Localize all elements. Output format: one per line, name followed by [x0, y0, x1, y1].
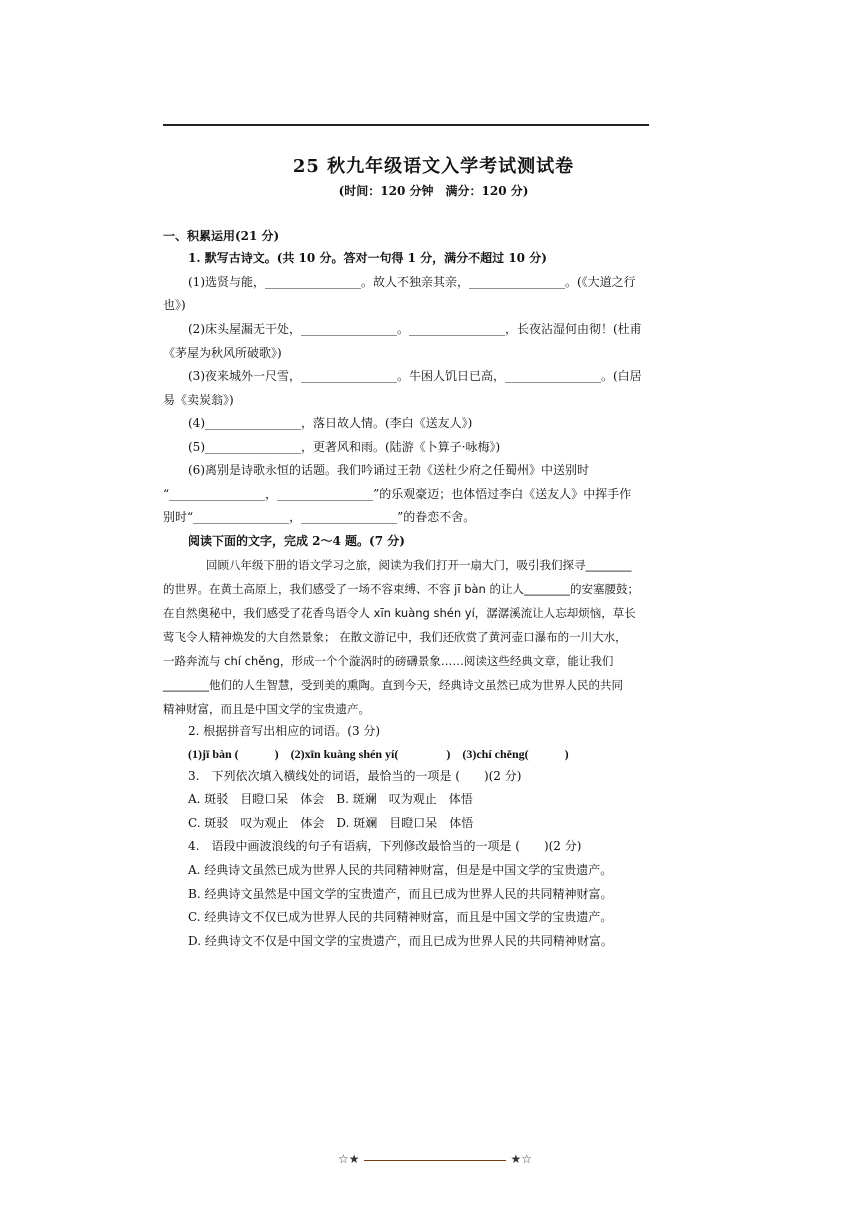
question-1-item-6: (6)离别是诗歌永恒的话题。我们吟诵过王勃《送杜少府之任蜀州》中送别时	[188, 463, 590, 477]
footer-rule	[364, 1160, 506, 1161]
question-1-item-6-line-3: 别时“________________，________________”的眷恋不舍。	[163, 510, 476, 524]
question-4-option-b: B. 经典诗文虽然是中国文学的宝贵遗产，而且已成为世界人民的共同精神财富。	[188, 887, 613, 901]
question-4-prompt: 4. 语段中画波浪线的句子有语病，下列修改最恰当的一项是 ( )(2 分)	[188, 839, 582, 853]
question-3-options-row-1: A. 斑驳 目瞪口呆 体会 B. 斑斓 叹为观止 体悟	[188, 792, 473, 806]
question-1-item-6-line-2: “________________，________________”的乐观豪迈；也体悟过李白《送友人》中挥手作	[163, 487, 632, 501]
question-1-item-2-cont: 《茅屋为秋风所破歌》)	[163, 346, 282, 360]
passage-line: 精神财富，而且是中国文学的宝贵遗产。	[163, 702, 370, 716]
question-3-options-row-2: C. 斑驳 叹为观止 体会 D. 斑斓 目瞪口呆 体悟	[188, 816, 474, 830]
reading-intro: 阅读下面的文字，完成 2～4 题。(7 分)	[188, 534, 405, 548]
question-1-item-1-cont: 也》)	[163, 298, 186, 312]
star-icon: ★☆	[510, 1152, 532, 1166]
question-1-item-4: (4)________________，落日故人情。(李白《送友人》)	[188, 416, 473, 430]
question-1-item-1: (1)选贤与能，________________。故人不独亲其亲，________________。(《大道之行	[188, 275, 636, 289]
question-3-prompt: 3. 下列依次填入横线处的词语，最恰当的一项是 ( )(2 分)	[188, 769, 522, 783]
exam-time-info: (时间：120 分钟 满分：120 分)	[338, 184, 529, 198]
page-title: 25 秋九年级语文入学考试测试卷	[292, 156, 575, 177]
passage-line: 一路奔流与 chí chěng，形成一个个漩涡时的磅礴景象……阅读这些经典文章，能让我们	[163, 654, 614, 668]
top-rule	[163, 124, 649, 126]
passage-line: 的世界。在黄土高原上，我们感受了一场不容束缚、不容 jī bàn 的让人________的安塞腰鼓；	[163, 582, 639, 596]
star-icon: ☆★	[338, 1152, 360, 1166]
question-1-item-2: (2)床头屋漏无干处，________________。________________，长夜沾湿何由彻！(杜甫	[188, 322, 642, 336]
question-2-prompt: 2. 根据拼音写出相应的词语。(3 分)	[188, 724, 381, 738]
question-1-item-3-cont: 易《卖炭翁》)	[163, 393, 234, 407]
question-4-option-a: A. 经典诗文虽然已成为世界人民的共同精神财富，但是是中国文学的宝贵遗产。	[188, 863, 613, 877]
footer-ornament	[338, 1152, 532, 1168]
question-2-items: (1)jī bàn ( ) (2)xīn kuàng shén yí( ) (3)chí chěng( )	[188, 747, 569, 761]
question-1-item-5: (5)________________，更著风和雨。(陆游《卜算子·咏梅》)	[188, 440, 501, 454]
passage-line: ________他们的人生智慧，受到美的熏陶。直到今天，经典诗文虽然已成为世界人民的共同	[163, 678, 623, 692]
passage-line: 莺飞令人精神焕发的大自然景象； 在散文游记中，我们还欣赏了黄河壶口瀑布的一川大水，	[163, 630, 627, 644]
question-1-item-3: (3)夜来城外一尺雪，________________。牛困人饥日已高，________________。(白居	[188, 369, 642, 383]
question-4-option-c: C. 经典诗文不仅已成为世界人民的共同精神财富，而且是中国文学的宝贵遗产。	[188, 910, 613, 924]
section-heading: 一、积累运用(21 分)	[163, 229, 280, 243]
question-1-intro: 1. 默写古诗文。(共 10 分。答对一句得 1 分，满分不超过 10 分)	[188, 251, 547, 265]
question-4-option-d: D. 经典诗文不仅是中国文学的宝贵遗产，而且已成为世界人民的共同精神财富。	[188, 934, 613, 948]
passage-line: 在自然奥秘中，我们感受了花香鸟语令人 xīn kuàng shén yí，潺潺溪流让人忘却烦恼，草长	[163, 606, 636, 620]
passage-line: 回顾八年级下册的语文学习之旅，阅读为我们打开一扇大门，吸引我们探寻________	[206, 558, 632, 572]
